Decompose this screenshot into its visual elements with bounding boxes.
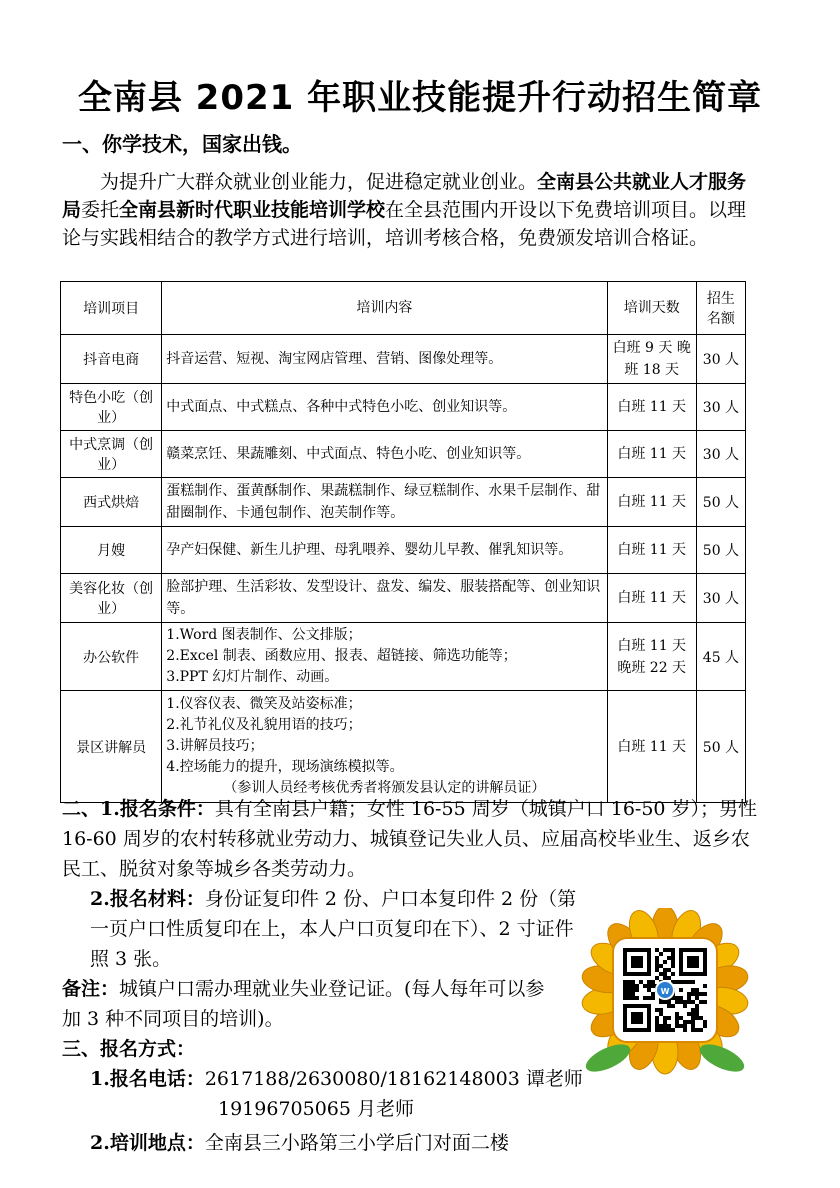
- qr-module: [627, 980, 631, 984]
- qr-module: [695, 988, 699, 992]
- qr-module: [659, 1000, 663, 1004]
- qr-module: [695, 996, 699, 1000]
- qr-module: [687, 1020, 691, 1024]
- qr-module: [675, 1020, 679, 1024]
- qr-module: [647, 984, 651, 988]
- qr-module: [651, 980, 655, 984]
- requirements-label: 二、1.报名条件：: [62, 798, 215, 820]
- content-line: 3.讲解员技巧；: [166, 738, 264, 754]
- phone-numbers-1: 2617188/2630080/18162148003 谭老师: [204, 1068, 583, 1090]
- qr-finder-module: [631, 1012, 643, 1024]
- table-row: [61, 431, 746, 478]
- course-content: 抖音运营、短视、淘宝网店管理、营销、图像处理等。: [162, 335, 607, 384]
- qr-module: [671, 972, 675, 976]
- course-quota: 30 人: [696, 335, 745, 384]
- qr-module: [675, 1016, 679, 1020]
- qr-module: [671, 1028, 675, 1032]
- qr-module: [691, 1024, 695, 1028]
- header-name: 培训项目: [61, 282, 162, 335]
- qr-module: [695, 1012, 699, 1016]
- course-days: 白班 9 天 晚班 18 天: [607, 335, 696, 384]
- address-text: 全南县三小路第三小学后门对面二楼: [204, 1132, 509, 1154]
- qr-module: [623, 984, 627, 988]
- qr-module: [703, 984, 707, 988]
- phone-label: 1.报名电话：: [90, 1068, 205, 1090]
- qr-module: [691, 1012, 695, 1016]
- qr-module: [655, 964, 659, 968]
- qr-module: [659, 964, 663, 968]
- sunflower-qr-code: [580, 908, 750, 1076]
- qr-module: [667, 948, 671, 952]
- header-days: 培训天数: [607, 282, 696, 335]
- qr-module: [663, 1020, 667, 1024]
- qr-module: [699, 992, 703, 996]
- course-days: 白班 11 天: [607, 691, 696, 803]
- qr-module: [667, 1024, 671, 1028]
- course-name: 特色小吃（创业）: [61, 384, 162, 431]
- content-line: 2.Excel 制表、函数应用、报表、超链接、筛选功能等；: [166, 648, 517, 664]
- note-paragraph: [62, 974, 562, 1034]
- qr-module: [675, 980, 679, 984]
- qr-module: [667, 1028, 671, 1032]
- qr-module: [663, 1016, 667, 1020]
- qr-finder-module: [687, 956, 699, 968]
- svg-text:W: W: [660, 987, 670, 996]
- address-label: 2.培训地点：: [90, 1132, 205, 1154]
- requirements-text: 具有全南县户籍；女性 16-55 周岁（城镇户口 16-50 岁）；男性 16-60 周岁的农村转移就业劳动力、城镇登记失业人员、应届高校毕业生、返乡农民工、脱贫对象等城乡各类劳动力。: [62, 798, 758, 880]
- qr-module: [651, 992, 655, 996]
- course-days: 白班 11 天: [607, 384, 696, 431]
- qr-module: [659, 1008, 663, 1012]
- qr-module: [687, 980, 691, 984]
- intro-org-2: 全南县新时代职业技能培训学校: [119, 199, 386, 221]
- qr-module: [655, 976, 659, 980]
- qr-module: [643, 984, 647, 988]
- course-quota: 50 人: [696, 527, 745, 574]
- qr-module: [651, 996, 655, 1000]
- course-content: 中式面点、中式糕点、各种中式特色小吃、创业知识等。: [162, 384, 607, 431]
- course-days: 白班 11 天: [607, 478, 696, 527]
- address-line: [62, 1128, 762, 1158]
- qr-module: [655, 1028, 659, 1032]
- qr-module: [631, 980, 635, 984]
- qr-module: [703, 1020, 707, 1024]
- qr-module: [679, 1000, 683, 1004]
- qr-module: [683, 1000, 687, 1004]
- section1-heading: 一、你学技术，国家出钱。: [62, 132, 302, 156]
- qr-module: [671, 956, 675, 960]
- qr-module: [675, 1024, 679, 1028]
- qr-module: [679, 988, 683, 992]
- qr-module: [703, 992, 707, 996]
- course-name: 办公软件: [61, 623, 162, 691]
- qr-module: [623, 980, 627, 984]
- qr-module: [687, 996, 691, 1000]
- content-line: 1.Word 图表制作、公文排版；: [166, 627, 362, 643]
- qr-module: [683, 1024, 687, 1028]
- header-content: 培训内容: [162, 282, 607, 335]
- qr-module: [631, 996, 635, 1000]
- qr-module: [671, 948, 675, 952]
- content-line: 3.PPT 幻灯片制作、动画。: [166, 669, 339, 685]
- table-header-row: [61, 282, 746, 335]
- course-days: 白班 11 天: [607, 527, 696, 574]
- qr-module: [623, 996, 627, 1000]
- qr-module: [663, 976, 667, 980]
- qr-module: [679, 1016, 683, 1020]
- qr-module: [623, 992, 627, 996]
- content-note: （参训人员经考核优秀者将颁发县认定的讲解员证）: [223, 780, 546, 796]
- qr-module: [691, 1000, 695, 1004]
- intro-org-1: 全南县公共就业人才服务局: [62, 171, 747, 221]
- qr-module: [675, 1000, 679, 1004]
- qr-module: [695, 992, 699, 996]
- note-text: 城镇户口需办理就业失业登记证。(每人每年可以参加 3 种不同项目的培训)。: [62, 978, 545, 1030]
- table-row: [61, 384, 746, 431]
- course-name: 抖音电商: [61, 335, 162, 384]
- qr-module: [683, 980, 687, 984]
- course-content: 蛋糕制作、蛋黄酥制作、果蔬糕制作、绿豆糕制作、水果千层制作、甜甜圈制作、卡通包制作、泡芙制作等。: [162, 478, 607, 527]
- table-row: [61, 527, 746, 574]
- qr-module: [683, 1020, 687, 1024]
- qr-module: [671, 952, 675, 956]
- qr-module: [687, 992, 691, 996]
- content-line: 2.礼节礼仪及礼貌用语的技巧；: [166, 717, 362, 733]
- qr-module: [667, 976, 671, 980]
- page-title: 全南县 2021 年职业技能提升行动招生简章: [77, 78, 763, 118]
- qr-module: [699, 1028, 703, 1032]
- qr-module: [667, 1004, 671, 1008]
- course-name: 月嫂: [61, 527, 162, 574]
- course-content: 脸部护理、生活彩妆、发型设计、盘发、编发、服装搭配等、创业知识等。: [162, 574, 607, 623]
- qr-module: [687, 1000, 691, 1004]
- qr-module: [623, 988, 627, 992]
- qr-module: [667, 968, 671, 972]
- course-content: [162, 691, 607, 803]
- table-row: [61, 478, 746, 527]
- qr-module: [627, 996, 631, 1000]
- materials-paragraph: [62, 884, 580, 974]
- qr-module: [631, 984, 635, 988]
- table-row: [61, 574, 746, 623]
- qr-module: [659, 972, 663, 976]
- qr-module: [655, 1020, 659, 1024]
- qr-module: [659, 952, 663, 956]
- qr-module: [663, 948, 667, 952]
- qr-module: [675, 996, 679, 1000]
- qr-module: [683, 1028, 687, 1032]
- qr-module: [663, 1000, 667, 1004]
- qr-module: [655, 1016, 659, 1020]
- qr-module: [667, 1000, 671, 1004]
- qr-module: [635, 988, 639, 992]
- qr-module: [659, 1024, 663, 1028]
- qr-module: [671, 1004, 675, 1008]
- qr-module: [639, 980, 643, 984]
- course-content: 赣菜烹饪、果蔬雕刻、中式面点、特色小吃、创业知识等。: [162, 431, 607, 478]
- qr-module: [691, 980, 695, 984]
- course-days: 白班 11 天: [607, 431, 696, 478]
- intro-text-3: 在全县范围内开设以下免费培训项目。以理论与实践相结合的教学方式进行培训，培训考核合格，免费颁发培训合格证。: [62, 199, 747, 249]
- qr-module: [647, 988, 651, 992]
- course-quota: 50 人: [696, 691, 745, 803]
- header-quota: 招生名额: [696, 282, 745, 335]
- qr-module: [699, 1016, 703, 1020]
- qr-module: [651, 984, 655, 988]
- course-days: 白班 11 天 晚班 22 天: [607, 623, 696, 691]
- qr-finder-module: [631, 956, 643, 968]
- table-row: [61, 691, 746, 803]
- table-row: [61, 623, 746, 691]
- qr-module: [679, 1024, 683, 1028]
- course-quota: 45 人: [696, 623, 745, 691]
- note-label: 备注：: [62, 978, 120, 1000]
- requirements-paragraph: [62, 794, 762, 884]
- qr-module: [655, 956, 659, 960]
- qr-module: [691, 1020, 695, 1024]
- qr-module: [667, 956, 671, 960]
- qr-module: [627, 988, 631, 992]
- content-line: 4.控场能力的提升，现场演练模拟等。: [166, 759, 404, 775]
- qr-module: [695, 1016, 699, 1020]
- course-name: 美容化妆（创业）: [61, 574, 162, 623]
- section3-heading: 三、报名方式：: [62, 1038, 196, 1060]
- course-name: 中式烹调（创业）: [61, 431, 162, 478]
- qr-module: [691, 988, 695, 992]
- qr-module: [667, 1016, 671, 1020]
- qr-module: [655, 948, 659, 952]
- course-days: 白班 11 天: [607, 574, 696, 623]
- qr-module: [663, 1028, 667, 1032]
- qr-module: [663, 1024, 667, 1028]
- qr-module: [691, 1016, 695, 1020]
- qr-module: [631, 992, 635, 996]
- qr-module: [647, 996, 651, 1000]
- qr-module: [643, 996, 647, 1000]
- qr-module: [699, 1000, 703, 1004]
- qr-module: [695, 1004, 699, 1008]
- qr-module: [663, 968, 667, 972]
- qr-code-icon: [580, 908, 750, 1076]
- qr-module: [635, 984, 639, 988]
- content-line: 1.仪容仪表、微笑及站姿标准；: [166, 696, 362, 712]
- qr-module: [691, 1028, 695, 1032]
- course-content: 孕产妇保健、新生儿护理、母乳喂养、婴幼儿早教、催乳知识等。: [162, 527, 607, 574]
- qr-module: [663, 972, 667, 976]
- course-name: 西式烘焙: [61, 478, 162, 527]
- qr-module: [691, 992, 695, 996]
- qr-module: [679, 996, 683, 1000]
- qr-module: [703, 1024, 707, 1028]
- qr-module: [631, 988, 635, 992]
- course-quota: 30 人: [696, 431, 745, 478]
- qr-module: [675, 1012, 679, 1016]
- course-quota: 50 人: [696, 478, 745, 527]
- qr-module: [659, 1028, 663, 1032]
- intro-text-2: 委托: [81, 199, 120, 221]
- qr-module: [687, 1012, 691, 1016]
- qr-module: [695, 1008, 699, 1012]
- materials-text: 身份证复印件 2 份、户口本复印件 2 份（第一页户口性质复印在上，本人户口页复印在下）、2 寸证件照 3 张。: [90, 888, 577, 970]
- materials-label: 2.报名材料：: [90, 888, 205, 910]
- qr-module: [627, 984, 631, 988]
- phone-numbers-2: 19196705065 月老师: [218, 1098, 415, 1120]
- qr-module: [695, 1028, 699, 1032]
- qr-module: [671, 964, 675, 968]
- intro-paragraph: [62, 168, 762, 252]
- qr-module: [703, 1000, 707, 1004]
- qr-module: [691, 1008, 695, 1012]
- qr-module: [659, 1012, 663, 1016]
- qr-module: [655, 960, 659, 964]
- qr-module: [627, 992, 631, 996]
- qr-module: [663, 960, 667, 964]
- qr-module: [683, 1004, 687, 1008]
- course-content: [162, 623, 607, 691]
- qr-module: [655, 968, 659, 972]
- qr-module: [655, 1024, 659, 1028]
- qr-module: [647, 980, 651, 984]
- course-quota: 30 人: [696, 384, 745, 431]
- intro-text-1: 为提升广大群众就业创业能力，促进稳定就业创业。: [100, 171, 538, 193]
- course-name: 景区讲解员: [61, 691, 162, 803]
- course-quota: 30 人: [696, 574, 745, 623]
- course-table: [60, 281, 746, 803]
- qr-module: [635, 996, 639, 1000]
- table-row: [61, 335, 746, 384]
- qr-module: [679, 980, 683, 984]
- qr-module: [671, 960, 675, 964]
- qr-module: [655, 1008, 659, 1012]
